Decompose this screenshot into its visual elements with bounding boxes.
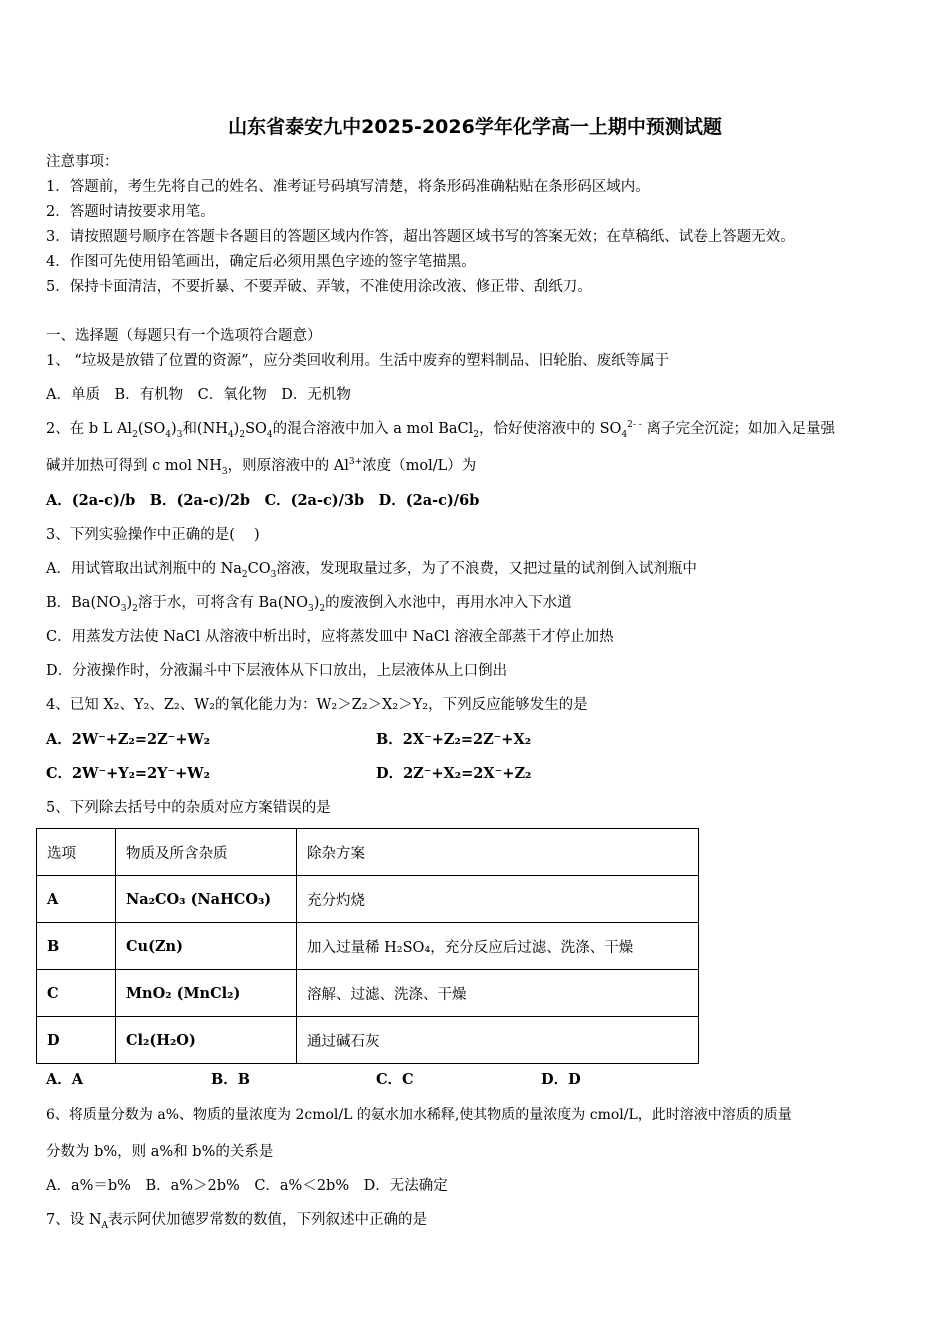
q4-option-b: B．2X⁻+Z₂=2Z⁻+X₂ bbox=[376, 731, 532, 748]
table-cell: Na₂CO₃ (NaHCO₃) bbox=[116, 876, 297, 923]
q3-option-c: C．用蒸发方法使 NaCl 从溶液中析出时，应将蒸发皿中 NaCl 溶液全部蒸干才停止加热 bbox=[46, 629, 614, 645]
q3-stem: 3、下列实验操作中正确的是( ) bbox=[46, 527, 260, 543]
q4-option-d: D．2Z⁻+X₂=2X⁻+Z₂ bbox=[376, 765, 532, 782]
q5-stem: 5、下列除去括号中的杂质对应方案错误的是 bbox=[46, 800, 331, 816]
table-row bbox=[37, 923, 699, 970]
table-row bbox=[37, 876, 699, 923]
table-cell: Cu(Zn) bbox=[116, 923, 297, 970]
q2-options: A．(2a-c)/b B．(2a-c)/2b C．(2a-c)/3b D．(2a-c)/6b bbox=[46, 492, 480, 509]
table-header-row bbox=[37, 829, 699, 876]
table-cell: 通过碱石灰 bbox=[297, 1017, 699, 1064]
table-header-cell: 物质及所含杂质 bbox=[116, 829, 297, 876]
q5-option-a: A．A bbox=[46, 1071, 84, 1088]
q5-option-d: D．D bbox=[541, 1071, 581, 1088]
q1-stem: 1、 “垃圾是放错了位置的资源”，应分类回收利用。生活中废弃的塑料制品、旧轮胎、废纸等属于 bbox=[46, 353, 670, 369]
q2-stem-line1: 2、在 b L $Al_2(SO_4)_3$和$(NH_4)_2SO_4$的混合溶液中加入 a mol BaCl$_2$，恰好使溶液中的 $SO_4^{2- -}$ 离子完全沉淀；如加入足量强 bbox=[46, 420, 835, 440]
q3-option-b: B．$Ba(NO_3)_2$溶于水，可将含有 $Ba(NO_3)_2$的废液倒入水池中，再用水冲入下水道 bbox=[46, 595, 572, 614]
q6-stem-line1: 6、将质量分数为 a%、物质的量浓度为 2cmol/L 的氨水加水稀释,使其物质的量浓度为 cmol/L，此时溶液中溶质的质量 bbox=[46, 1107, 792, 1123]
q5-option-c: C．C bbox=[376, 1071, 414, 1088]
q4-stem: 4、已知 X₂、Y₂、Z₂、W₂的氧化能力为：W₂＞Z₂＞X₂＞Y₂，下列反应能够发生的是 bbox=[46, 697, 588, 713]
q4-option-a: A．2W⁻+Z₂=2Z⁻+W₂ bbox=[46, 731, 211, 748]
table-cell: D bbox=[37, 1017, 116, 1064]
notice-item: 5．保持卡面清洁，不要折暴、不要弄破、弄皱，不准使用涂改液、修正带、刮纸刀。 bbox=[46, 279, 592, 295]
table-row bbox=[37, 970, 699, 1017]
table-cell: C bbox=[37, 970, 116, 1017]
notice-item: 3．请按照题号顺序在答题卡各题目的答题区域内作答，超出答题区域书写的答案无效；在草稿纸、试卷上答题无效。 bbox=[46, 229, 795, 245]
q7-stem: 7、设 $N_A$表示阿伏加德罗常数的数值，下列叙述中正确的是 bbox=[46, 1212, 428, 1231]
notice-item: 1．答题前，考生先将自己的姓名、准考证号码填写清楚，将条形码准确粘贴在条形码区域内。 bbox=[46, 179, 650, 195]
notice-item: 2．答题时请按要求用笔。 bbox=[46, 204, 215, 220]
q3-option-d: D．分液操作时，分液漏斗中下层液体从下口放出，上层液体从上口倒出 bbox=[46, 663, 508, 679]
notice-heading: 注意事项： bbox=[46, 154, 119, 170]
table-cell: A bbox=[37, 876, 116, 923]
notice-item: 4．作图可先使用铅笔画出，确定后必须用黑色字迹的签字笔描黑。 bbox=[46, 254, 476, 270]
q6-stem-line2: 分数为 b%，则 a%和 b%的关系是 bbox=[46, 1144, 274, 1160]
q5-option-b: B．B bbox=[211, 1071, 251, 1088]
table-header-cell: 除杂方案 bbox=[297, 829, 699, 876]
section-heading: 一、选择题（每题只有一个选项符合题意） bbox=[46, 328, 322, 344]
page-title: 山东省泰安九中2025-2026学年化学高一上期中预测试题 bbox=[228, 116, 722, 138]
q2-stem-line2: 碱并加热可得到 c mol $NH_3$，则原溶液中的 $Al^{3+}$浓度（mol/L）为 bbox=[46, 457, 477, 477]
table-cell: Cl₂(H₂O) bbox=[116, 1017, 297, 1064]
q5-table bbox=[36, 828, 699, 1064]
q1-options: A．单质 B．有机物 C．氧化物 D．无机物 bbox=[46, 387, 351, 403]
q6-options: A．a%＝b% B．a%＞2b% C．a%＜2b% D．无法确定 bbox=[46, 1178, 448, 1194]
table-cell: MnO₂ (MnCl₂) bbox=[116, 970, 297, 1017]
table-row bbox=[37, 1017, 699, 1064]
table-cell: 溶解、过滤、洗涤、干燥 bbox=[297, 970, 699, 1017]
table-cell: B bbox=[37, 923, 116, 970]
q4-option-c: C．2W⁻+Y₂=2Y⁻+W₂ bbox=[46, 765, 210, 782]
q3-option-a: A．用试管取出试剂瓶中的 $Na_2CO_3$溶液，发现取量过多，为了不浪费，又把过量的试剂倒入试剂瓶中 bbox=[46, 561, 697, 580]
table-cell: 加入过量稀 H₂SO₄，充分反应后过滤、洗涤、干燥 bbox=[297, 923, 699, 970]
table-cell: 充分灼烧 bbox=[297, 876, 699, 923]
table-header-cell: 选项 bbox=[37, 829, 116, 876]
